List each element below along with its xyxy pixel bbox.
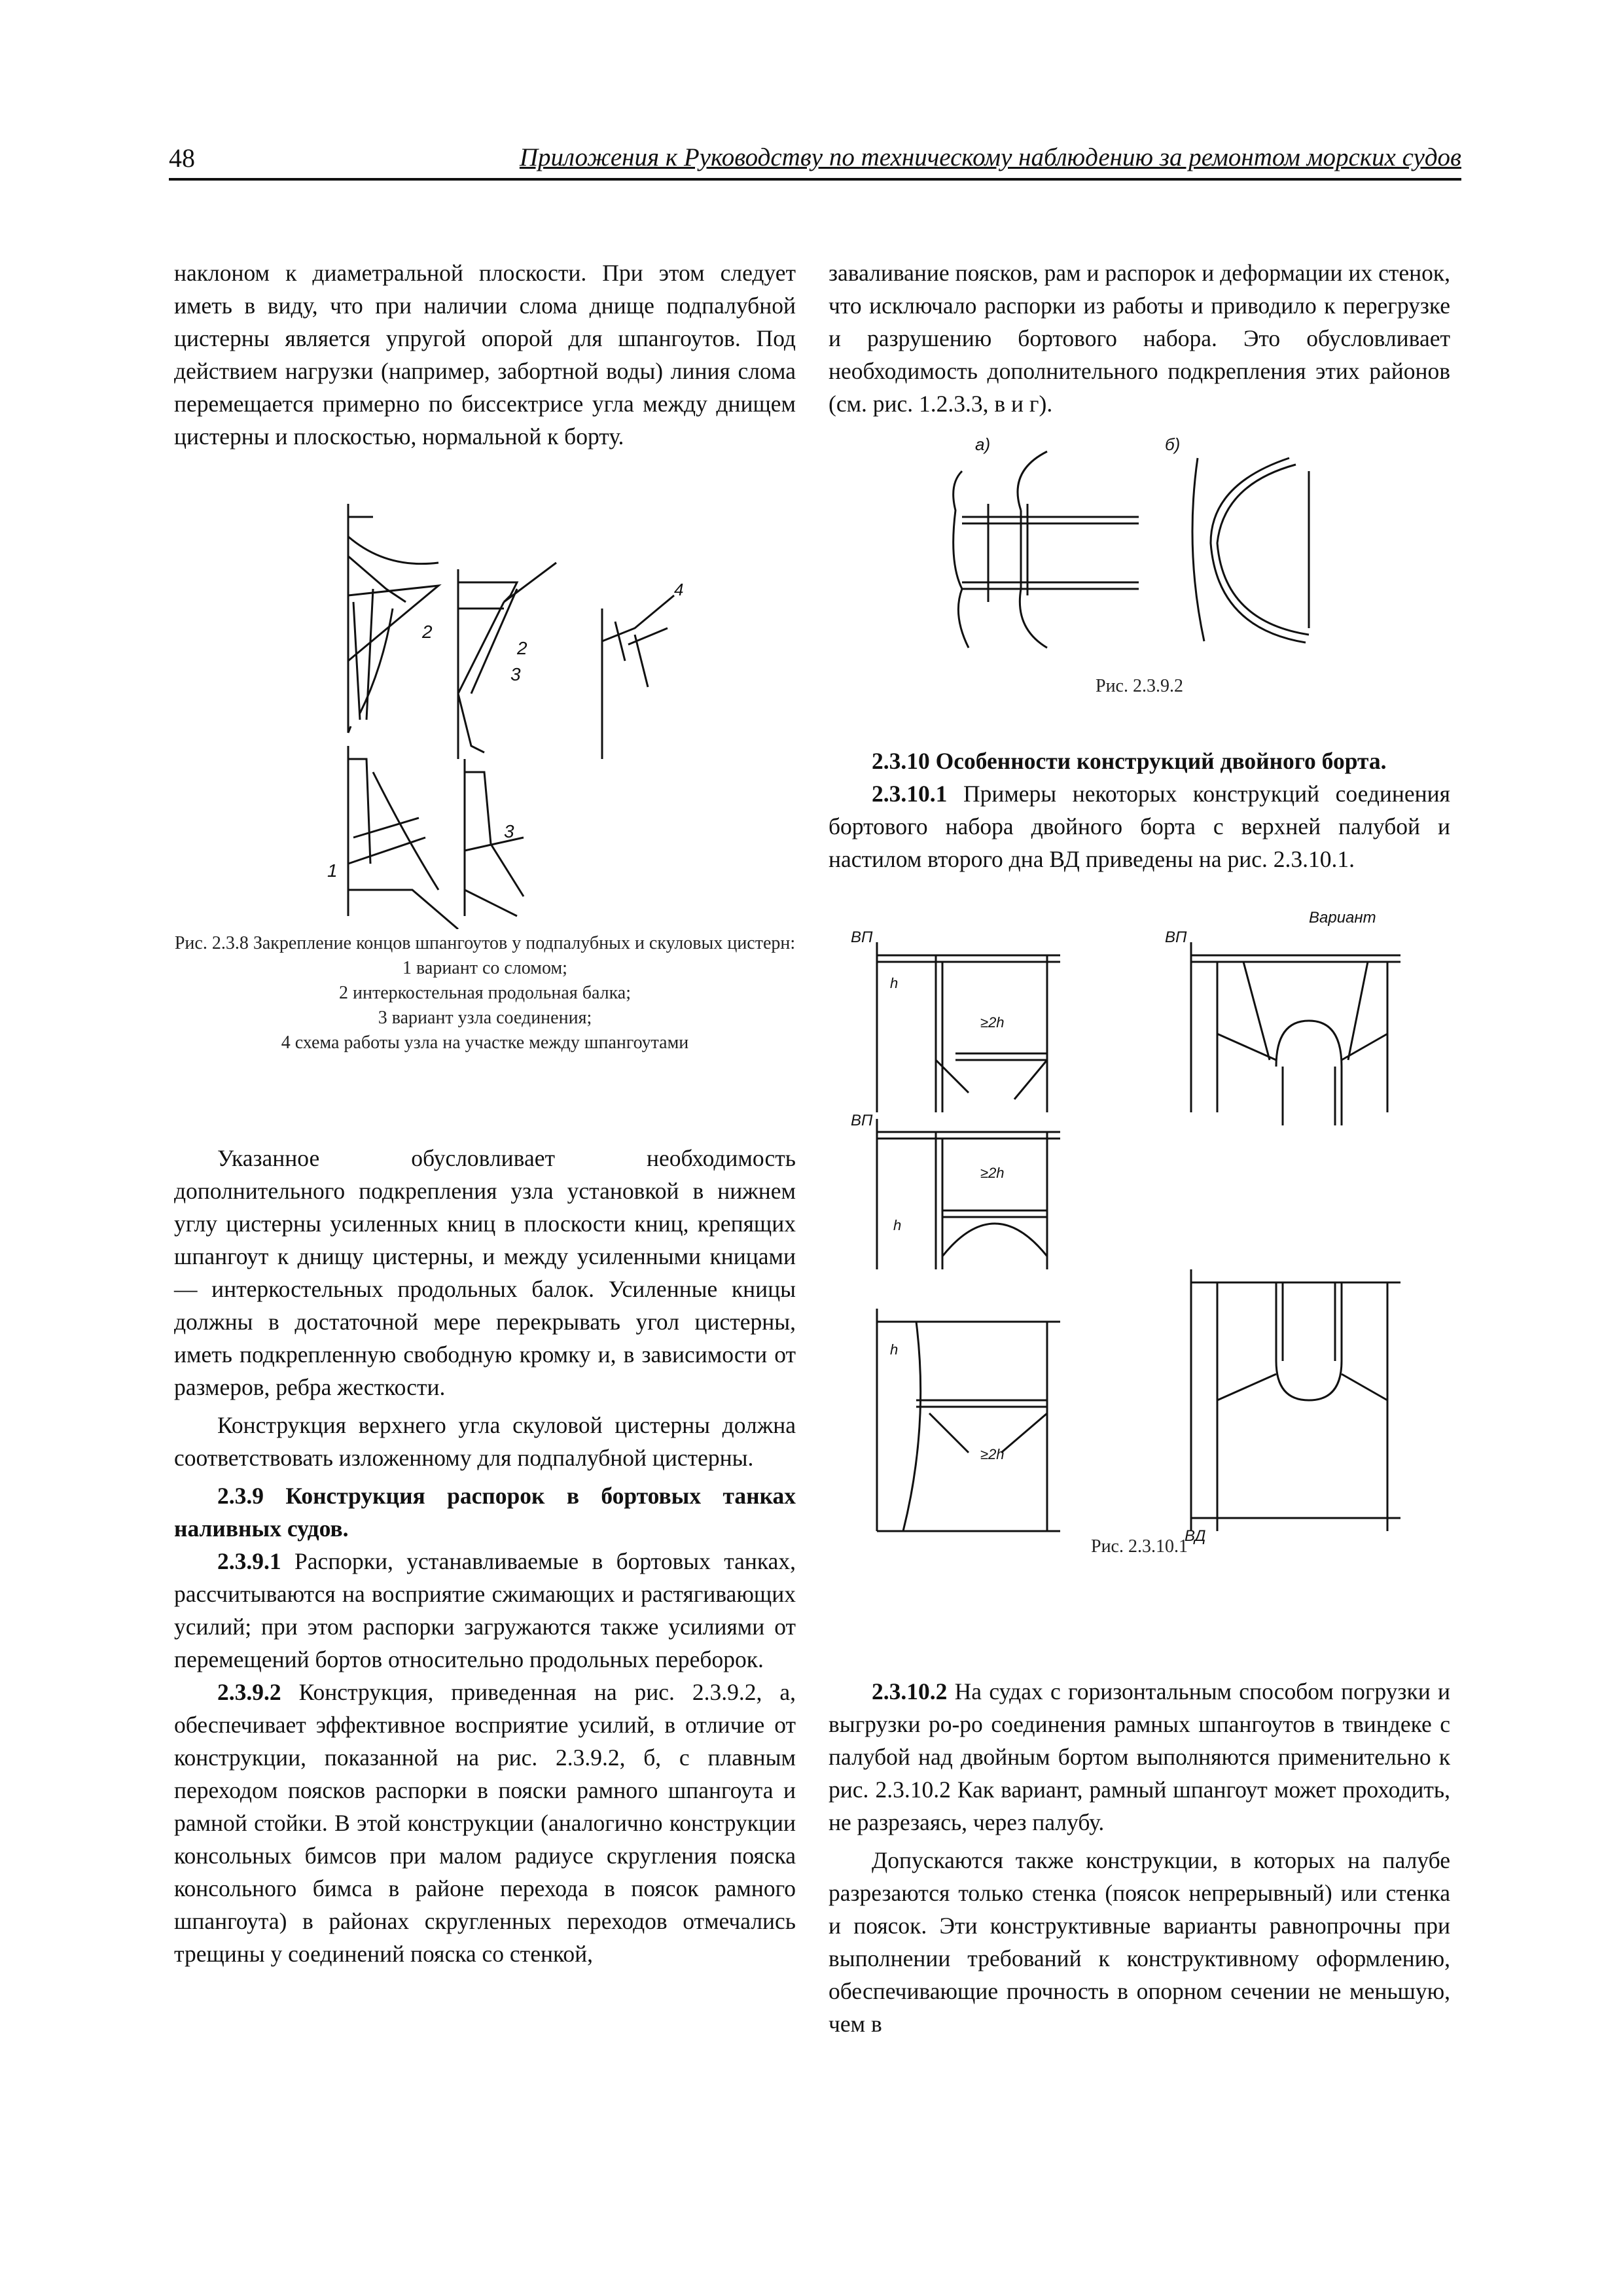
fig238-label-3b: 3 — [504, 821, 514, 841]
paragraph-2-3-9-2 — [174, 1676, 796, 1970]
left-paragraph-1 — [174, 256, 796, 453]
clause-text: Примеры некоторых конструкций соединения бортового набора двойного борта с верхней палубой и настилом второго дна ВД приведены на рис. 2.3.10.1. — [829, 781, 1450, 872]
figure-2-3-8-caption — [174, 931, 796, 1055]
clause-number: 2.3.10.1 — [872, 781, 948, 807]
right-section-2-3-10 — [829, 745, 1450, 875]
fig238-label-2a: 2 — [422, 622, 433, 642]
figure-2-3-10-1-caption: Рис. 2.3.10.1 — [1091, 1536, 1188, 1557]
paragraph-2-3-10-2 — [829, 1675, 1450, 1839]
clause-text: Конструкция, приведенная на рис. 2.3.9.2, а, обеспечивает эффективное восприятие усилий, в отличие от конструкции, показанной на рис. 2.3.9.2, б, с плавным переходом поясков распорки в пояски рамного шпангоута и рамной стойки. В этой конструкции (аналогично конструкции консольных бимсов при малом радиусе скругления пояска консольного бимса в районе перехода в поясок рамного шпангоута) в районах скругленных переходов отмечались трещины у соединений пояска со стенкой, — [174, 1679, 796, 1967]
paragraph-text: заваливание поясков, рам и распорок и деформации их стенок, что исключало распорки из работы и приводило к перегрузке и разрушению бортового набора. Это обусловливает необходимость дополнительного подкрепления этих районов (см. рис. 1.2.3.3, в и г). — [829, 260, 1450, 417]
page-number: 48 — [169, 143, 195, 173]
fig23101-label-2h3: ≥2h — [980, 1446, 1005, 1462]
fig23101-label-vp2: ВП — [1165, 928, 1187, 946]
paragraph-2-3-9-1 — [174, 1545, 796, 1676]
fig23101-label-h2: h — [893, 1217, 902, 1233]
fig238-label-4: 4 — [674, 580, 684, 599]
fig23101-label-vp1: ВП — [851, 928, 873, 946]
left-body — [174, 1142, 796, 1970]
page-header — [169, 143, 1461, 181]
paragraph-2-3-10-1 — [829, 777, 1450, 875]
figure-2-3-9-2-caption: Рис. 2.3.9.2 — [1096, 676, 1183, 696]
fig23101-label-variant: Вариант — [1309, 909, 1376, 927]
fig23101-label-vd: ВД — [1185, 1527, 1206, 1545]
paragraph-text: Допускаются также конструкции, в которых на палубе разрезаются только стенка (поясок непрерывный) или стенка и поясок. Эти конструктивные варианты равнопрочны при выполнении требований к конструктивному оформлению, обеспечивающие прочность в опорном сечении не меньшую, чем в — [829, 1847, 1450, 2037]
paragraph-text: Конструкция верхнего угла скуловой цистерны должна соответствовать изложенному для подпалубной цистерны. — [174, 1412, 796, 1471]
figure-2-3-8 — [308, 497, 726, 929]
figure-2-3-9-2 — [942, 432, 1348, 667]
caption-title: Рис. 2.3.8 Закрепление концов шпангоутов у подпалубных и скуловых цистерн: — [174, 933, 796, 953]
running-title: Приложения к Руководству по техническому наблюдению за ремонтом морских судов — [519, 143, 1461, 171]
header-rule — [169, 178, 1461, 181]
fig23101-label-2h1: ≥2h — [980, 1014, 1005, 1031]
caption-item-1: 1 вариант со сломом; — [402, 958, 567, 978]
fig23101-label-vp3: ВП — [851, 1112, 873, 1129]
section-heading-2-3-9: 2.3.9 Конструкция распорок в бортовых танках наливных судов. — [174, 1483, 796, 1542]
paragraph-text: Указанное обусловливает необходимость дополнительного подкрепления узла установкой в нижнем углу цистерны усиленных книц в плоскости книц, крепящих шпангоут к днищу цистерны, и между усиленными кницами — интеркостельных продольных балок. Усиленные кницы должны в достаточной мере перекрывать угол цистерны, иметь подкрепленную свободную кромку и, в зависимости от размеров, ребра жесткости. — [174, 1145, 796, 1400]
right-body — [829, 1675, 1450, 2040]
fig23101-label-h3: h — [890, 1341, 899, 1358]
clause-text: Распорки, устанавливаемые в бортовых танках, рассчитываются на восприятие сжимающих и растягивающих усилий; при этом распорки загружаются также усилиями от перемещений бортов относительно продольных переборок. — [174, 1548, 796, 1672]
fig23101-label-h1: h — [890, 975, 899, 991]
clause-text: На судах с горизонтальным способом погрузки и выгрузки ро-ро соединения рамных шпангоутов в твиндеке с палубой над двойным бортом выполняются применительно к рис. 2.3.10.2 Как вариант, рамный шпангоут может проходить, не разрезаясь, через палубу. — [829, 1678, 1450, 1835]
right-paragraph-1 — [829, 256, 1450, 420]
fig238-label-2b: 2 — [517, 638, 527, 658]
paragraph-text: наклоном к диаметральной плоскости. При этом следует иметь в виду, что при наличии слома днище подпалубной цистерны является упругой опорой для шпангоутов. Под действием нагрузки (например, забортной воды) линия слома перемещается примерно по биссектрисе угла между днищем цистерны и плоскостью, нормальной к борту. — [174, 260, 796, 450]
fig238-label-3a: 3 — [510, 664, 521, 684]
fig2392-label-a: а) — [975, 434, 991, 454]
clause-number: 2.3.9.1 — [217, 1548, 281, 1574]
clause-number: 2.3.9.2 — [217, 1679, 281, 1705]
clause-number: 2.3.10.2 — [872, 1678, 948, 1704]
figure-2-3-10-1 — [851, 903, 1440, 1557]
fig238-label-1: 1 — [327, 860, 338, 881]
fig23101-label-2h2: ≥2h — [980, 1165, 1005, 1181]
fig2392-label-b: б) — [1165, 434, 1181, 454]
caption-item-2: 2 интеркостельная продольная балка; — [338, 983, 631, 1003]
caption-item-3: 3 вариант узла соединения; — [378, 1008, 592, 1028]
caption-item-4: 4 схема работы узла на участке между шпангоутами — [281, 1033, 689, 1053]
section-heading-2-3-10: 2.3.10 Особенности конструкций двойного борта. — [872, 748, 1387, 774]
